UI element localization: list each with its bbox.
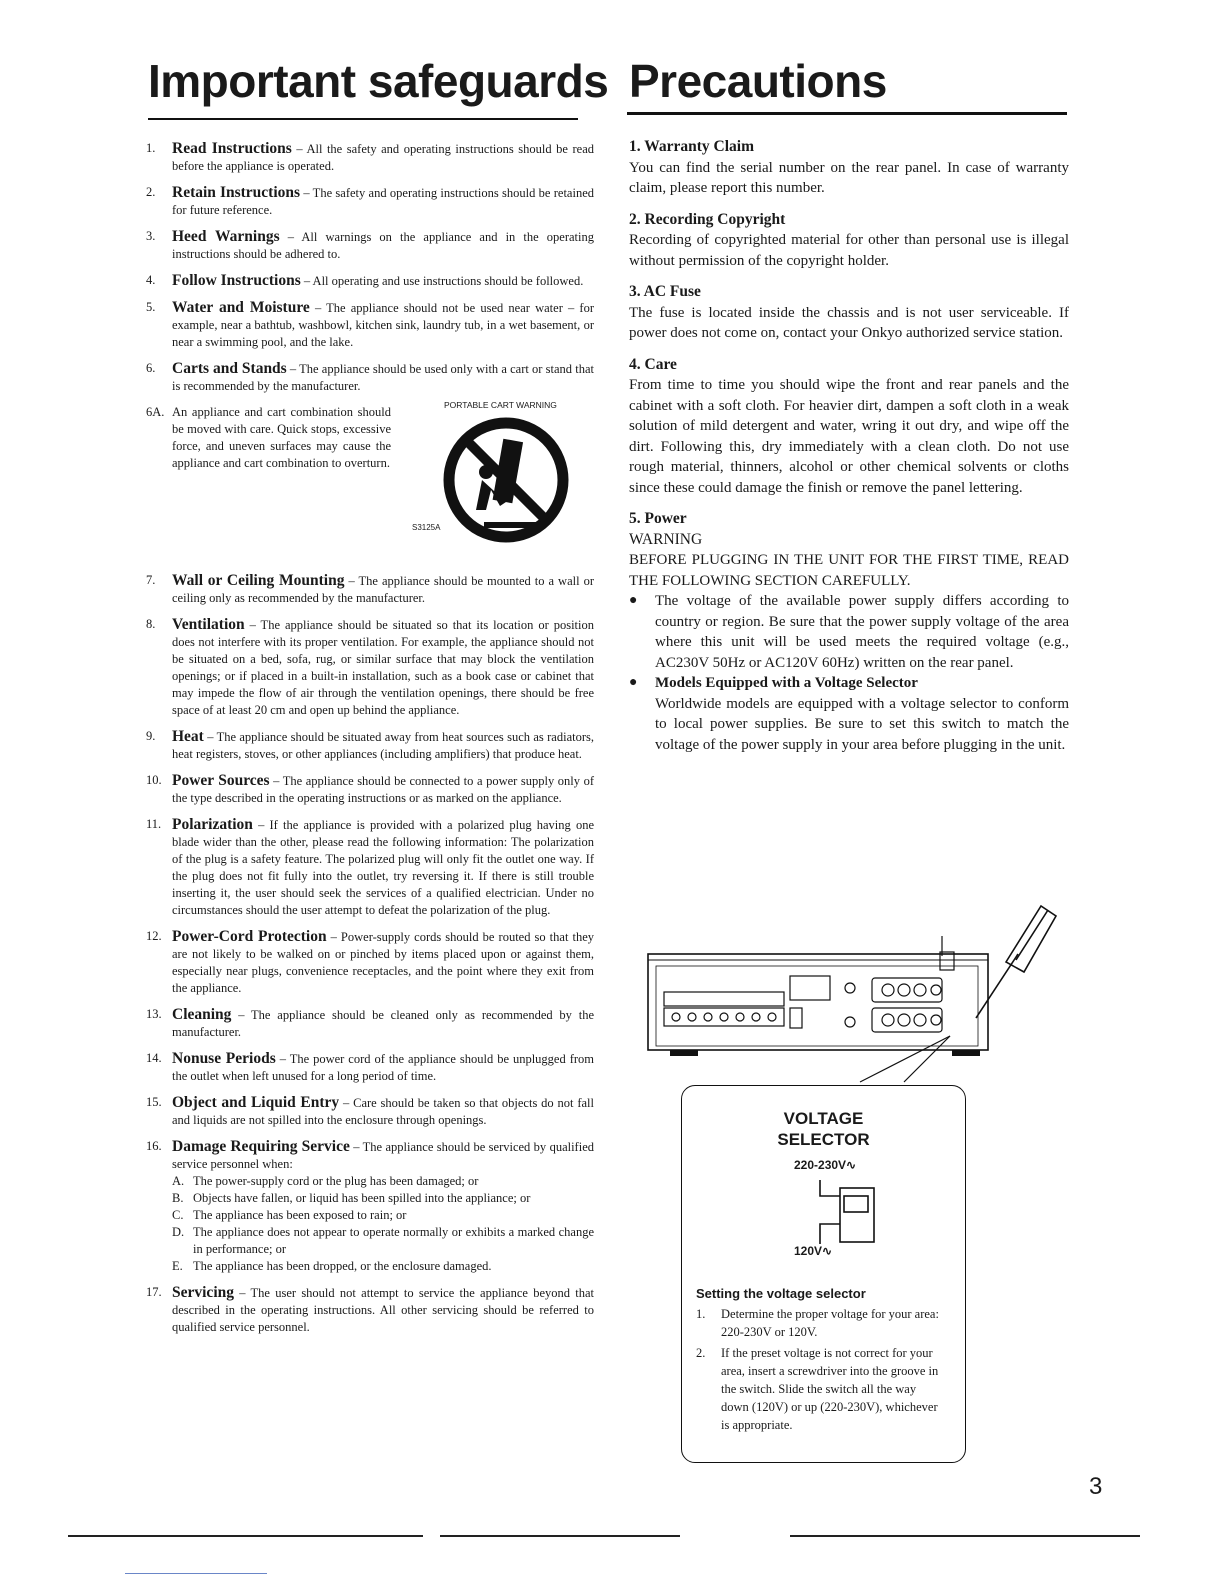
safeguard-item xyxy=(146,228,594,263)
precautions-list xyxy=(629,137,1069,766)
item-text: – All the safety and operating instructions should be read before the appliance is operated. xyxy=(172,142,594,173)
step-number: 1. xyxy=(696,1307,706,1321)
item-number: 16. xyxy=(146,1139,162,1153)
power-warning: WARNING xyxy=(629,530,703,548)
safeguard-item xyxy=(146,140,594,175)
item-title: Nonuse Periods xyxy=(172,1050,276,1067)
item-number: 10. xyxy=(146,773,162,787)
precaution-title: 3. AC Fuse xyxy=(629,283,701,300)
item-number: 1. xyxy=(146,141,156,155)
cart-warning-code: S3125A xyxy=(412,523,441,532)
footer-rule xyxy=(68,1535,423,1537)
item-number: 5. xyxy=(146,300,156,314)
heading-rule-left xyxy=(148,118,578,120)
safeguard-item xyxy=(146,1094,594,1129)
sub-text: The appliance has been dropped, or the enclosure damaged. xyxy=(193,1259,492,1273)
item-text: – The safety and operating instructions should be retained for future reference. xyxy=(172,186,594,217)
item-number: 6. xyxy=(146,361,156,375)
portable-cart-warning-icon xyxy=(436,410,576,550)
item-number: 8. xyxy=(146,617,156,631)
item-text: – The appliance should be connected to a power supply only of the type described in the operating instructions or as marked on the appliance. xyxy=(172,774,594,805)
safeguard-item xyxy=(146,1006,594,1041)
safeguard-item xyxy=(146,1284,594,1336)
safeguard-item xyxy=(146,299,594,351)
footer-rule xyxy=(440,1535,680,1537)
voltage-selector-box xyxy=(681,1085,966,1463)
voltage-title-line2: SELECTOR xyxy=(777,1130,870,1149)
precaution-title: 1. Warranty Claim xyxy=(629,138,754,155)
safeguard-item xyxy=(146,572,594,607)
item-number: 6A. xyxy=(146,405,165,419)
item-number: 2. xyxy=(146,185,156,199)
safeguard-item xyxy=(146,616,594,719)
item-text: – The power cord of the appliance should be unplugged from the outlet when left unused for a long period of time. xyxy=(172,1052,594,1083)
precaution-body: You can find the serial number on the rear panel. In case of warranty claim, please report this number. xyxy=(629,159,1069,196)
damage-sub-item xyxy=(172,1224,594,1258)
item-number: 15. xyxy=(146,1095,162,1109)
item-text: – The appliance should be mounted to a wall or ceiling only as recommended by the manufacturer. xyxy=(172,574,594,605)
item-text: – If the appliance is provided with a polarized plug having one blade wider than the other, please read the following information: The polarization of the plug is a safety feature. The polarized plug will only fit the outlet one way. If the plug does not fit fully into the outlet, try reversing it. If there is still trouble inserting it, the user should seek the services of a qualified electrician. Under no circumstances should the user attempt to defeat the polarization of the plug. xyxy=(172,818,594,917)
item-text: – The appliance should be situated away from heat sources such as radiators, heat registers, stoves, or other appliances (including amplifiers) that produce heat. xyxy=(172,730,594,761)
safeguard-item xyxy=(146,184,594,219)
item-text: – The appliance should not be used near water – for example, near a bathtub, washbowl, kitchen sink, laundry tub, in a wet basement, or near a swimming pool, and the lake. xyxy=(172,301,594,349)
precaution-item xyxy=(629,137,1069,199)
precaution-item xyxy=(629,282,1069,344)
precaution-body: From time to time you should wipe the front and rear panels and the cabinet with a soft cloth. For heavier dirt, dampen a soft cloth in a weak solution of mild detergent and water, wring it out dry, and wipe off the dirt. Following this, dry immediately with a clean cloth. Do not use rough material, thinners, alcohol or other chemical solvents or cloths since these could damage the finish or remove the panel lettering. xyxy=(629,377,1069,496)
safeguard-item xyxy=(146,728,594,763)
item-title: Retain Instructions xyxy=(172,184,301,201)
power-bullet xyxy=(629,673,1069,755)
item-title: Power-Cord Protection xyxy=(172,928,327,945)
footer-blue-line xyxy=(125,1573,267,1574)
item-title: Carts and Stands xyxy=(172,360,287,377)
cart-warning-text: An appliance and cart combination should be moved with care. Quick stops, excessive force, and uneven surfaces may cause the appliance and cart combination to overturn. xyxy=(172,405,391,470)
item-text: – All warnings on the appliance and in the operating instructions should be adhered to. xyxy=(172,230,594,261)
precaution-title: 5. Power xyxy=(629,510,687,527)
setting-step xyxy=(696,1305,946,1341)
safeguard-item-damage xyxy=(146,1138,594,1275)
bullet-text: The voltage of the available power supply differs according to country or region. Be sure that the power supply voltage of the area where this unit will be used meets the required voltage (e.g., AC230V 50Hz or AC120V 60Hz) written on the rear panel. xyxy=(655,593,1069,671)
item-number: 12. xyxy=(146,929,162,943)
item-text: – Power-supply cords should be routed so that they are not likely to be walked on or pinched by items placed upon or against them, especially near plugs, convenience receptacles, and the point where they exit from the appliance. xyxy=(172,930,594,995)
item-title: Read Instructions xyxy=(172,140,292,157)
voltage-high-label: 220-230V∿ xyxy=(794,1158,857,1172)
item-number: 14. xyxy=(146,1051,162,1065)
page-number: 3 xyxy=(1089,1473,1103,1500)
sub-letter: A. xyxy=(172,1174,185,1188)
item-title: Heat xyxy=(172,728,204,745)
voltage-title-line1: VOLTAGE xyxy=(783,1109,864,1128)
cart-warning-label: PORTABLE CART WARNING xyxy=(444,400,557,410)
sub-text: The appliance does not appear to operate normally or exhibits a marked change in performance; or xyxy=(193,1225,594,1256)
item-title: Servicing xyxy=(172,1284,234,1301)
item-text: – The user should not attempt to service the appliance beyond that described in the operating instructions. All other servicing should be referred to qualified service personnel. xyxy=(172,1286,594,1334)
item-title: Wall or Ceiling Mounting xyxy=(172,572,345,589)
setting-step xyxy=(696,1344,946,1434)
item-title: Damage Requiring Service xyxy=(172,1138,350,1155)
voltage-low-label: 120V∿ xyxy=(794,1244,833,1258)
step-text: If the preset voltage is not correct for your area, insert a screwdriver into the groove in the switch. Slide the switch all the way down (120V) or up (220-230V), whichever is appropriate. xyxy=(721,1346,939,1432)
item-text: – The appliance should be situated so that its location or position does not interfere with its proper ventilation. For example, the appliance should not be situated on a bed, sofa, rug, or similar surface that may block the ventilation openings; or if placed in a built-in installation, such as a book case or cabinet that may impede the flow of air through the ventilation openings, there should be free space of at least 20 cm and open up behind the appliance. xyxy=(172,618,594,717)
safeguards-list xyxy=(146,140,594,1345)
sub-letter: E. xyxy=(172,1259,183,1273)
sub-text: Objects have fallen, or liquid has been spilled into the appliance; or xyxy=(193,1191,531,1205)
item-text: – The appliance should be used only with a cart or stand that is recommended by the manufacturer. xyxy=(172,362,594,393)
power-intro: BEFORE PLUGGING IN THE UNIT FOR THE FIRST TIME, READ THE FOLLOWING SECTION CAREFULLY. xyxy=(629,552,1069,589)
sub-text: The appliance has been exposed to rain; or xyxy=(193,1208,407,1222)
sub-letter: D. xyxy=(172,1225,185,1239)
voltage-switch-icon xyxy=(814,1178,884,1248)
bullet-title: Models Equipped with a Voltage Selector xyxy=(655,675,918,691)
bullet-icon: ● xyxy=(629,593,638,608)
item-title: Object and Liquid Entry xyxy=(172,1094,340,1111)
precaution-item xyxy=(629,355,1069,499)
precaution-title: 4. Care xyxy=(629,355,677,373)
item-number: 4. xyxy=(146,273,156,287)
safeguard-item xyxy=(146,772,594,807)
damage-sub-item xyxy=(172,1190,594,1207)
item-number: 17. xyxy=(146,1285,162,1299)
item-number: 7. xyxy=(146,573,156,587)
item-title: Cleaning xyxy=(172,1006,232,1023)
safeguard-item xyxy=(146,928,594,997)
item-number: 9. xyxy=(146,729,156,743)
precaution-body: Recording of copyrighted material for other than personal use is illegal without permission of the copyright holder. xyxy=(629,232,1069,269)
sub-letter: B. xyxy=(172,1191,184,1205)
heading-rule-right xyxy=(627,112,1067,115)
precaution-item-power xyxy=(629,509,1069,755)
cart-warning xyxy=(146,400,594,564)
safeguard-item xyxy=(146,1050,594,1085)
item-title: Follow Instructions xyxy=(172,272,301,289)
damage-sub-item xyxy=(172,1173,594,1190)
step-number: 2. xyxy=(696,1346,706,1360)
power-bullet xyxy=(629,591,1069,673)
item-title: Ventilation xyxy=(172,616,245,633)
item-text: – The appliance should be cleaned only as recommended by the manufacturer. xyxy=(172,1008,594,1039)
safeguard-item xyxy=(146,816,594,919)
item-title: Power Sources xyxy=(172,772,270,789)
item-title: Water and Moisture xyxy=(172,299,310,316)
setting-steps xyxy=(696,1305,946,1437)
safeguard-item xyxy=(146,360,594,395)
item-title: Heed Warnings xyxy=(172,228,280,245)
precaution-item xyxy=(629,210,1069,272)
item-text: – The appliance should be serviced by qualified service personnel when: xyxy=(172,1140,594,1171)
item-number: 3. xyxy=(146,229,156,243)
damage-sub-item xyxy=(172,1258,594,1275)
precaution-title: 2. Recording Copyright xyxy=(629,210,786,228)
heading-precautions: Precautions xyxy=(629,55,887,107)
safeguard-item xyxy=(146,272,594,290)
item-number: 13. xyxy=(146,1007,162,1021)
item-text: – Care should be taken so that objects do not fall and liquids are not spilled into the enclosure through openings. xyxy=(172,1096,595,1127)
item-title: Polarization xyxy=(172,816,253,833)
damage-sub-item xyxy=(172,1207,594,1224)
heading-important-safeguards: Important safeguards xyxy=(148,55,609,107)
precaution-body: The fuse is located inside the chassis and is not user serviceable. If power does not come on, contact your Onkyo authorized service station. xyxy=(629,304,1069,341)
footer-rule xyxy=(790,1535,1140,1537)
bullet-icon: ● xyxy=(629,675,638,690)
item-text: – All operating and use instructions should be followed. xyxy=(300,274,584,288)
sub-text: The power-supply cord or the plug has been damaged; or xyxy=(193,1174,479,1188)
rear-panel-illustration xyxy=(646,896,1066,1096)
item-number: 11. xyxy=(146,817,162,831)
setting-title: Setting the voltage selector xyxy=(696,1286,866,1301)
bullet-text: Worldwide models are equipped with a voltage selector to conform to local power supplies. Be sure to set this switch to match the voltage of the power supply in your area before plugging in the unit. xyxy=(655,695,1069,753)
step-text: Determine the proper voltage for your area: 220-230V or 120V. xyxy=(721,1307,939,1339)
sub-letter: C. xyxy=(172,1208,184,1222)
